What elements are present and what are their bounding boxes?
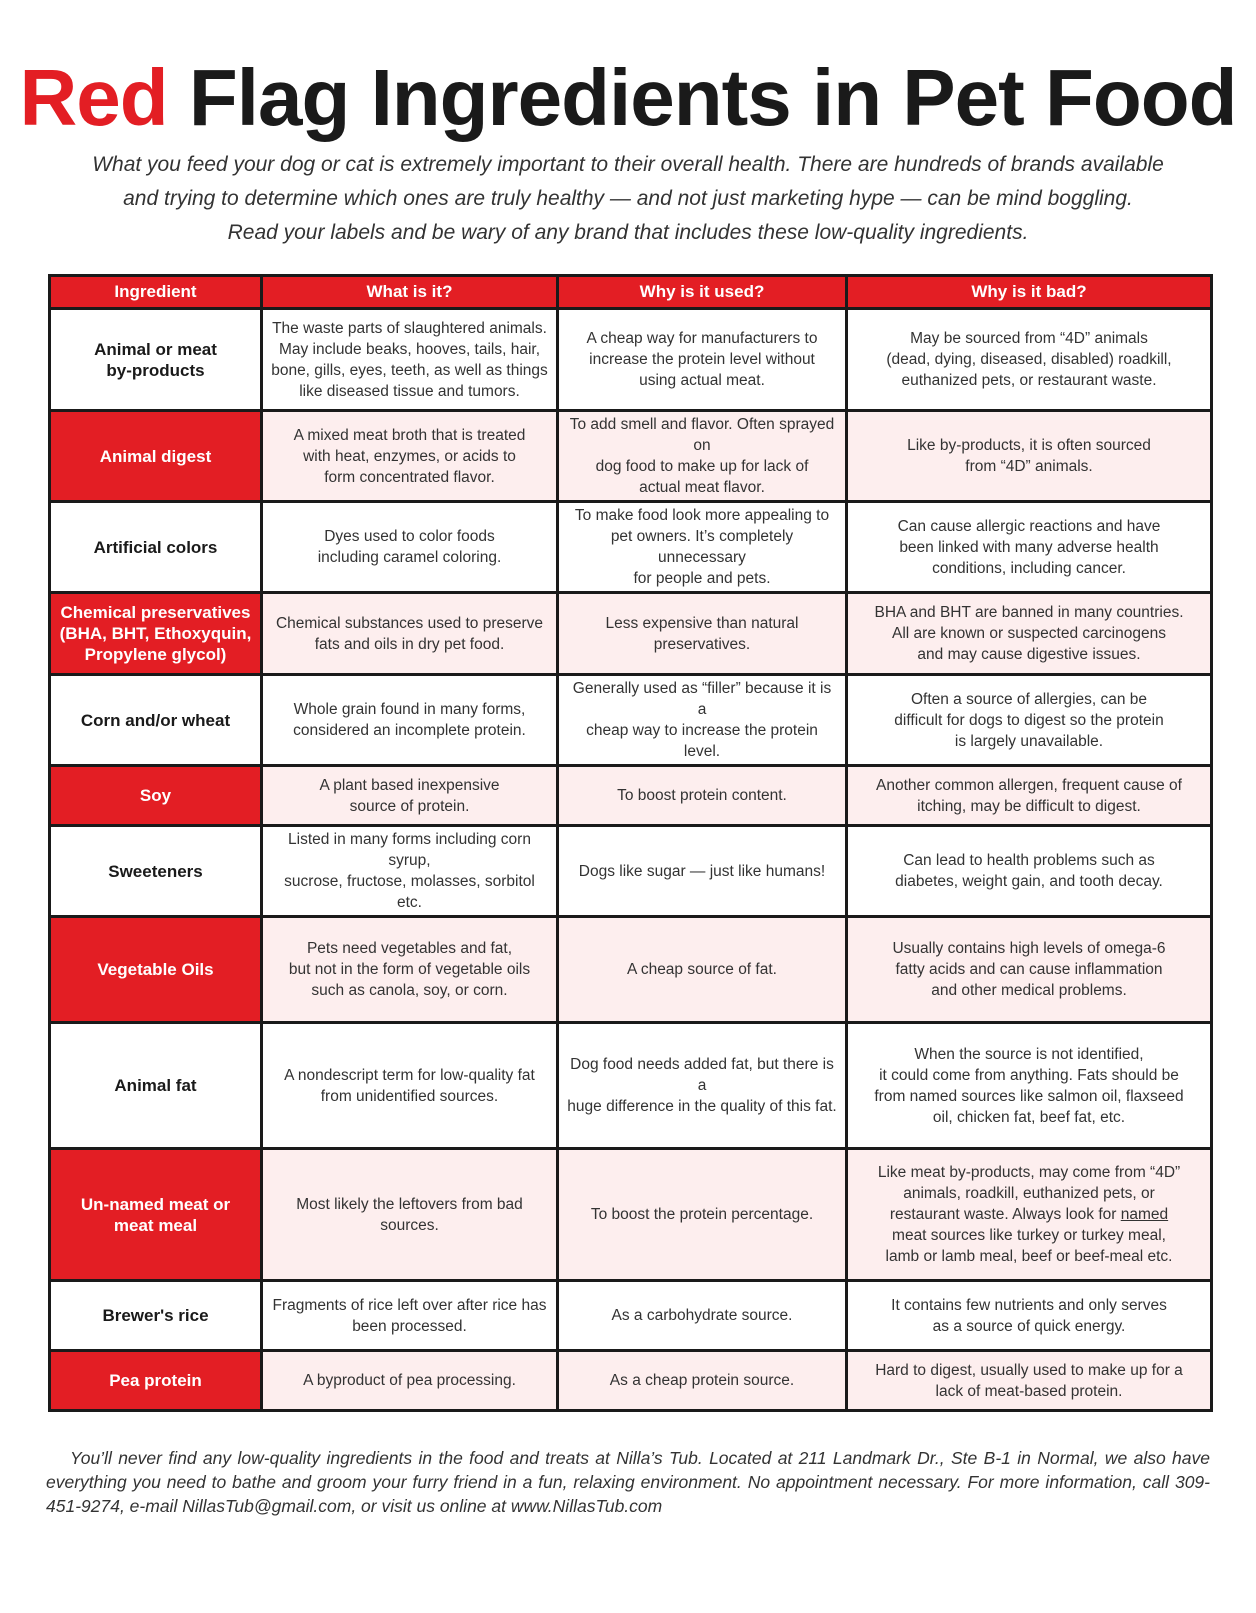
- cell-line: A plant based inexpensive: [319, 776, 500, 794]
- cell-line: Chemical substances used to preserve: [275, 614, 544, 632]
- cell-line: from named sources like salmon oil, flaxseed: [874, 1087, 1184, 1105]
- cell-line: Sweeteners: [108, 861, 203, 881]
- cell-line: Pea protein: [109, 1371, 202, 1390]
- cell-line: difficult for dogs to digest so the protein: [894, 711, 1164, 729]
- cell-line: BHA and BHT are banned in many countries.: [874, 604, 1184, 621]
- table-row: [50, 675, 1212, 766]
- cell-what-is-it: [262, 1351, 558, 1411]
- cell-line: Hard to digest, usually used to make up for a: [875, 1361, 1183, 1379]
- header-why-bad: Why is it bad?: [847, 276, 1212, 309]
- cell-line: actual meat flavor.: [639, 479, 765, 496]
- cell-line: restaurant waste. Always look for named: [889, 1206, 1169, 1223]
- cell-line: Dyes used to color foods: [324, 528, 495, 545]
- cell-line: As a carbohydrate source.: [611, 1307, 793, 1324]
- cell-line: When the source is not identified,: [914, 1045, 1144, 1063]
- cell-what-is-it: [262, 1281, 558, 1351]
- page-title: [0, 50, 1256, 146]
- cell-line: Less expensive than natural: [605, 614, 799, 632]
- title-rest: Flag Ingredients in Pet Food: [188, 53, 1237, 142]
- underlined-word: named: [1120, 1206, 1169, 1223]
- cell-line: Most likely the leftovers from bad sources.: [296, 1195, 523, 1234]
- cell-why-bad: [847, 593, 1212, 675]
- cell-why-used: [558, 766, 847, 826]
- cell-line: Often a source of allergies, can be: [910, 690, 1148, 708]
- cell-ingredient: [50, 826, 262, 917]
- footer-paragraph: You’ll never find any low-quality ingredients in the food and treats at Nilla’s Tub. Located at 211 Landmark Dr., Ste B-1 in Normal, we also have everything you need to bathe and groom your furry friend in a fun, relaxing environment. No appointment necessary. For more information, call 309-451-9274, e-mail NillasTub@gmail.com, or visit us online at www.NillasTub.com: [46, 1448, 1210, 1516]
- cell-why-used: [558, 1281, 847, 1351]
- cell-line: for people and pets.: [633, 570, 771, 587]
- cell-line: A cheap source of fat.: [627, 961, 777, 978]
- cell-line: A byproduct of pea processing.: [303, 1372, 516, 1389]
- cell-line: Brewer's rice: [102, 1306, 209, 1325]
- cell-ingredient: [50, 593, 262, 675]
- cell-why-used: [558, 502, 847, 593]
- cell-line: (BHA, BHT, Ethoxyquin,: [59, 624, 252, 643]
- cell-line: dog food to make up for lack of: [595, 458, 809, 475]
- cell-why-used: [558, 1149, 847, 1281]
- cell-why-bad: [847, 1149, 1212, 1281]
- cell-why-bad: [847, 766, 1212, 826]
- table-row: [50, 766, 1212, 826]
- cell-line: All are known or suspected carcinogens: [892, 625, 1166, 642]
- cell-ingredient: [50, 309, 262, 411]
- cell-why-bad: [847, 1351, 1212, 1411]
- cell-line: cheap way to increase the protein level.: [586, 722, 818, 760]
- cell-line: by-products: [106, 360, 205, 380]
- cell-line: sucrose, fructose, molasses, sorbitol etc.: [284, 873, 535, 911]
- cell-line: Soy: [139, 786, 172, 805]
- cell-ingredient: [50, 1281, 262, 1351]
- intro-paragraph: [50, 148, 1206, 250]
- cell-line: To add smell and flavor. Often sprayed on: [569, 416, 835, 454]
- cell-line: Pets need vegetables and fat,: [306, 940, 513, 957]
- cell-line: meat sources like turkey or turkey meal,: [892, 1227, 1166, 1244]
- cell-line: using actual meat.: [639, 372, 765, 389]
- intro-line: Read your labels and be wary of any brand that includes these low-quality ingredients.: [227, 221, 1029, 244]
- cell-line: Artificial colors: [93, 537, 218, 557]
- cell-why-bad: [847, 1281, 1212, 1351]
- cell-line: it could come from anything. Fats should be: [879, 1066, 1179, 1084]
- cell-line: Usually contains high levels of omega-6: [892, 940, 1166, 957]
- cell-ingredient: [50, 1023, 262, 1149]
- cell-line: Fragments of rice left over after rice has: [272, 1296, 547, 1314]
- title-red-word: Red: [19, 53, 168, 142]
- cell-what-is-it: [262, 309, 558, 411]
- cell-line: as a source of quick energy.: [932, 1317, 1126, 1335]
- cell-line: animals, roadkill, euthanized pets, or: [903, 1185, 1155, 1202]
- cell-ingredient: [50, 1149, 262, 1281]
- cell-line: Dog food needs added fat, but there is a: [570, 1056, 834, 1094]
- cell-line: including caramel coloring.: [317, 549, 502, 566]
- cell-line: Can lead to health problems such as: [903, 852, 1155, 869]
- cell-line: Corn and/or wheat: [80, 710, 231, 730]
- cell-what-is-it: [262, 917, 558, 1023]
- table-body: [50, 309, 1212, 1411]
- cell-what-is-it: [262, 766, 558, 826]
- cell-why-bad: [847, 411, 1212, 502]
- cell-what-is-it: [262, 1149, 558, 1281]
- table-row: [50, 1023, 1212, 1149]
- cell-line: Generally used as “filler” because it is a: [572, 680, 832, 718]
- cell-line: Listed in many forms including corn syrup,: [288, 831, 531, 869]
- cell-ingredient: [50, 502, 262, 593]
- cell-line: Animal fat: [114, 1076, 197, 1095]
- cell-what-is-it: [262, 1023, 558, 1149]
- intro-line: What you feed your dog or cat is extremely important to their overall health. There are hundreds of brands available: [92, 153, 1164, 176]
- cell-line: Animal digest: [99, 446, 212, 466]
- cell-what-is-it: [262, 826, 558, 917]
- cell-line: like diseased tissue and tumors.: [299, 382, 520, 400]
- cell-line: with heat, enzymes, or acids to: [303, 447, 516, 465]
- cell-why-used: [558, 411, 847, 502]
- cell-why-used: [558, 826, 847, 917]
- table-row: [50, 1351, 1212, 1411]
- cell-line: itching, may be difficult to digest.: [917, 797, 1141, 815]
- cell-line: been processed.: [352, 1317, 467, 1335]
- cell-why-bad: [847, 826, 1212, 917]
- cell-line: Whole grain found in many forms,: [293, 701, 526, 718]
- table-row: [50, 411, 1212, 502]
- cell-why-used: [558, 1351, 847, 1411]
- cell-why-bad: [847, 1023, 1212, 1149]
- cell-line: from unidentified sources.: [320, 1087, 499, 1105]
- cell-line: pet owners. It’s completely unnecessary: [610, 528, 794, 566]
- cell-what-is-it: [262, 593, 558, 675]
- cell-line: To boost the protein percentage.: [590, 1206, 814, 1223]
- cell-line: (dead, dying, diseased, disabled) roadkill,: [886, 351, 1172, 368]
- cell-line: A cheap way for manufacturers to: [586, 330, 818, 347]
- cell-line: A mixed meat broth that is treated: [293, 426, 526, 444]
- table-header-row: [50, 276, 1212, 309]
- cell-line: The waste parts of slaughtered animals.: [272, 319, 547, 337]
- cell-ingredient: [50, 766, 262, 826]
- cell-why-bad: [847, 502, 1212, 593]
- cell-line: and other medical problems.: [931, 982, 1127, 999]
- cell-line: from “4D” animals.: [965, 458, 1093, 475]
- cell-line: huge difference in the quality of this fat.: [567, 1098, 837, 1115]
- table-row: [50, 309, 1212, 411]
- cell-why-used: [558, 1023, 847, 1149]
- cell-line: euthanized pets, or restaurant waste.: [901, 372, 1157, 389]
- table-row: [50, 1281, 1212, 1351]
- cell-what-is-it: [262, 411, 558, 502]
- cell-ingredient: [50, 675, 262, 766]
- cell-line: is largely unavailable.: [954, 732, 1104, 750]
- cell-line: bone, gills, eyes, teeth, as well as things: [271, 361, 548, 379]
- table-row: [50, 826, 1212, 917]
- cell-why-bad: [847, 309, 1212, 411]
- cell-line: To make food look more appealing to: [574, 507, 830, 524]
- table-row: [50, 593, 1212, 675]
- cell-line: It contains few nutrients and only serves: [891, 1296, 1167, 1314]
- header-what-is-it: What is it?: [262, 276, 558, 309]
- cell-line: lamb or lamb meal, beef or beef-meal etc.: [885, 1248, 1173, 1265]
- cell-line: Propylene glycol): [84, 645, 227, 664]
- ingredients-table: [48, 274, 1213, 1412]
- cell-why-bad: [847, 917, 1212, 1023]
- header-why-used: Why is it used?: [558, 276, 847, 309]
- cell-line: Un-named meat or: [80, 1194, 231, 1214]
- cell-line: meat meal: [113, 1215, 198, 1235]
- cell-what-is-it: [262, 675, 558, 766]
- header-ingredient: Ingredient: [50, 276, 262, 309]
- cell-line: and may cause digestive issues.: [917, 646, 1141, 663]
- cell-line: fatty acids and can cause inflammation: [895, 961, 1163, 978]
- cell-line: form concentrated flavor.: [324, 468, 495, 486]
- cell-line: Can cause allergic reactions and have: [897, 517, 1161, 535]
- cell-line: Chemical preservatives: [60, 603, 251, 622]
- cell-line: Like meat by-products, may come from “4D”: [877, 1164, 1181, 1181]
- cell-line: Dogs like sugar — just like humans!: [578, 862, 826, 880]
- cell-ingredient: [50, 411, 262, 502]
- cell-line: but not in the form of vegetable oils: [288, 961, 531, 978]
- cell-line: such as canola, soy, or corn.: [311, 982, 508, 999]
- cell-line: lack of meat-based protein.: [935, 1382, 1123, 1400]
- cell-line: May include beaks, hooves, tails, hair,: [278, 340, 541, 358]
- cell-line: source of protein.: [349, 797, 470, 815]
- cell-line: fats and oils in dry pet food.: [314, 635, 505, 653]
- cell-line: May be sourced from “4D” animals: [910, 330, 1148, 347]
- cell-line: diabetes, weight gain, and tooth decay.: [895, 873, 1163, 890]
- cell-line: been linked with many adverse health: [899, 538, 1159, 556]
- cell-what-is-it: [262, 502, 558, 593]
- table-row: [50, 917, 1212, 1023]
- cell-line: oil, chicken fat, beef fat, etc.: [932, 1108, 1126, 1126]
- cell-why-used: [558, 675, 847, 766]
- cell-line: As a cheap protein source.: [609, 1372, 795, 1389]
- cell-why-used: [558, 309, 847, 411]
- cell-why-bad: [847, 675, 1212, 766]
- cell-line: Animal or meat: [94, 339, 217, 359]
- table-row: [50, 1149, 1212, 1281]
- cell-line: To boost protein content.: [617, 787, 787, 804]
- cell-line: preservatives.: [653, 635, 751, 653]
- cell-line: A nondescript term for low-quality fat: [284, 1066, 535, 1084]
- cell-why-used: [558, 593, 847, 675]
- cell-line: Vegetable Oils: [97, 960, 214, 979]
- cell-line: Another common allergen, frequent cause of: [876, 776, 1182, 794]
- cell-ingredient: [50, 917, 262, 1023]
- cell-why-used: [558, 917, 847, 1023]
- intro-line: and trying to determine which ones are truly healthy — and not just marketing hype — can be mind boggling.: [123, 187, 1133, 210]
- cell-line: considered an incomplete protein.: [293, 722, 526, 739]
- cell-line: increase the protein level without: [589, 351, 815, 368]
- cell-ingredient: [50, 1351, 262, 1411]
- cell-line: Like by-products, it is often sourced: [907, 437, 1151, 454]
- cell-line: conditions, including cancer.: [932, 559, 1126, 577]
- table-row: [50, 502, 1212, 593]
- ingredients-table-wrapper: [48, 274, 1210, 1412]
